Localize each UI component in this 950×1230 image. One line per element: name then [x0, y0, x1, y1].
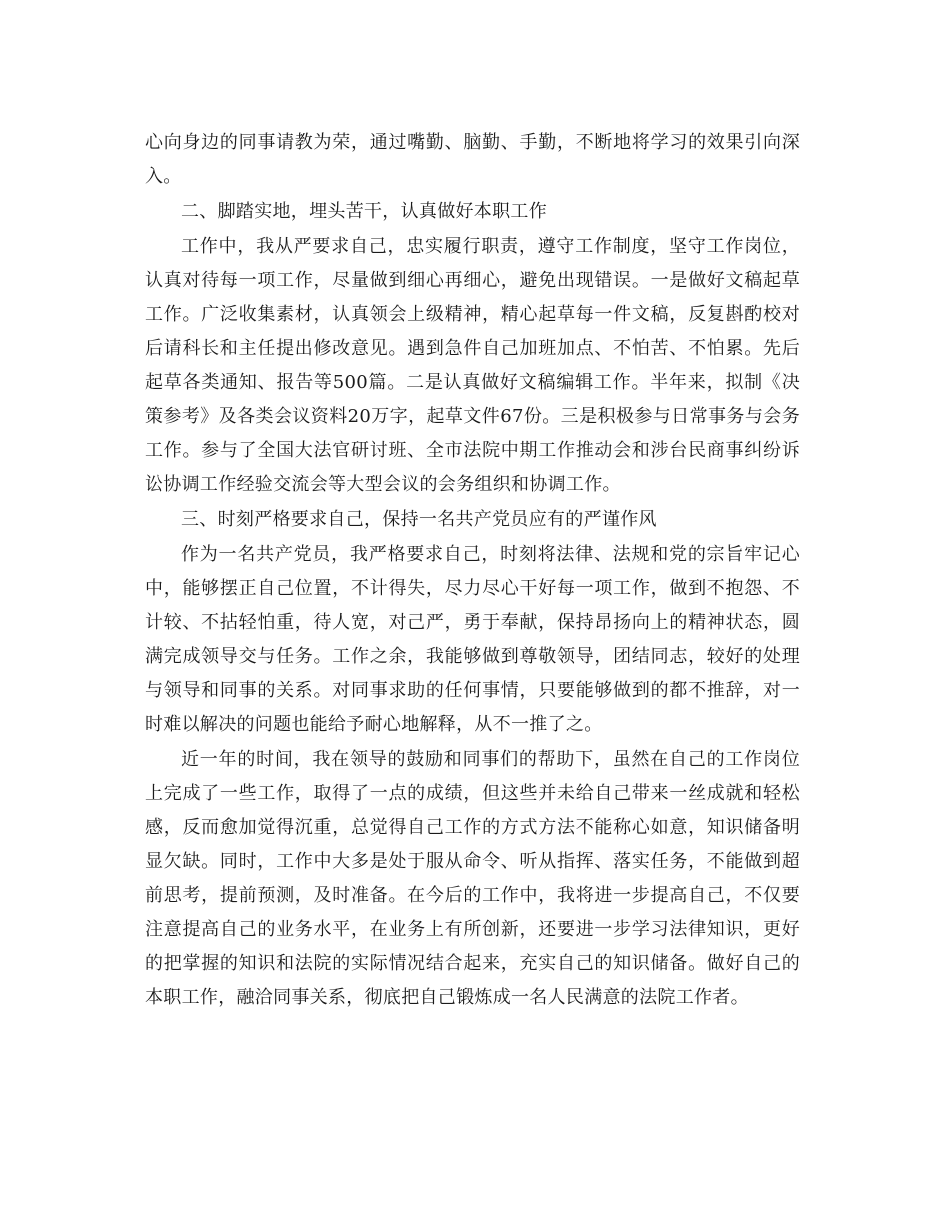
paragraph-conclusion: 近一年的时间，我在领导的鼓励和同事们的帮助下，虽然在自己的工作岗位上完成了一些工作，取得了一点的成绩，但这些并未给自己带来一丝成就和轻松感，反而愈加觉得沉重，总觉得自己工作的方式方法不能称心如意，知识储备明显欠缺。同时，工作中大多是处于服从命令、听从指挥、落实任务，不能做到超前思考，提前预测，及时准备。在今后的工作中，我将进一步提高自己，不仅要注意提高自己的业务水平，在业务上有所创新，还要进一步学习法律知识，更好的把掌握的知识和法院的实际情况结合起来，充实自己的知识储备。做好自己的本职工作，融洽同事关系，彻底把自己锻炼成一名人民满意的法院工作者。 [145, 749, 800, 1008]
document-body [145, 126, 800, 1015]
paragraph-continuation: 心向身边的同事请教为荣，通过嘴勤、脑勤、手勤，不断地将学习的效果引向深入。 [145, 132, 800, 187]
section-heading-2: 二、脚踏实地，埋头苦干，认真做好本职工作 [181, 201, 547, 222]
section-heading-3: 三、时刻严格要求自己，保持一名共产党员应有的严谨作风 [181, 509, 657, 530]
paragraph-work-duties: 工作中，我从严要求自己，忠实履行职责，遵守工作制度，坚守工作岗位，认真对待每一项工作，尽量做到细心再细心，避免出现错误。一是做好文稿起草工作。广泛收集素材，认真领会上级精神，精心起草每一件文稿，反复斟酌校对后请科长和主任提出修改意见。遇到急件自己加班加点、不怕苦、不怕累。先后起草各类通知、报告等500篇。二是认真做好文稿编辑工作。半年来，拟制《决策参考》及各类会议资料20万字，起草文件67份。三是积极参与日常事务与会务工作。参与了全国大法官研讨班、全市法院中期工作推动会和涉台民商事纠纷诉讼协调工作经验交流会等大型会议的会务组织和协调工作。 [145, 236, 800, 495]
paragraph-party-member: 作为一名共产党员，我严格要求自己，时刻将法律、法规和党的宗旨牢记心中，能够摆正自己位置，不计得失，尽力尽心干好每一项工作，做到不抱怨、不计较、不拈轻怕重，待人宽，对己严，勇于奉献，保持昂扬向上的精神状态，圆满完成领导交与任务。工作之余，我能够做到尊敬领导，团结同志，较好的处理与领导和同事的关系。对同事求助的任何事情，只要能够做到的都不推辞，对一时难以解决的问题也能给予耐心地解释，从不一推了之。 [145, 544, 800, 735]
